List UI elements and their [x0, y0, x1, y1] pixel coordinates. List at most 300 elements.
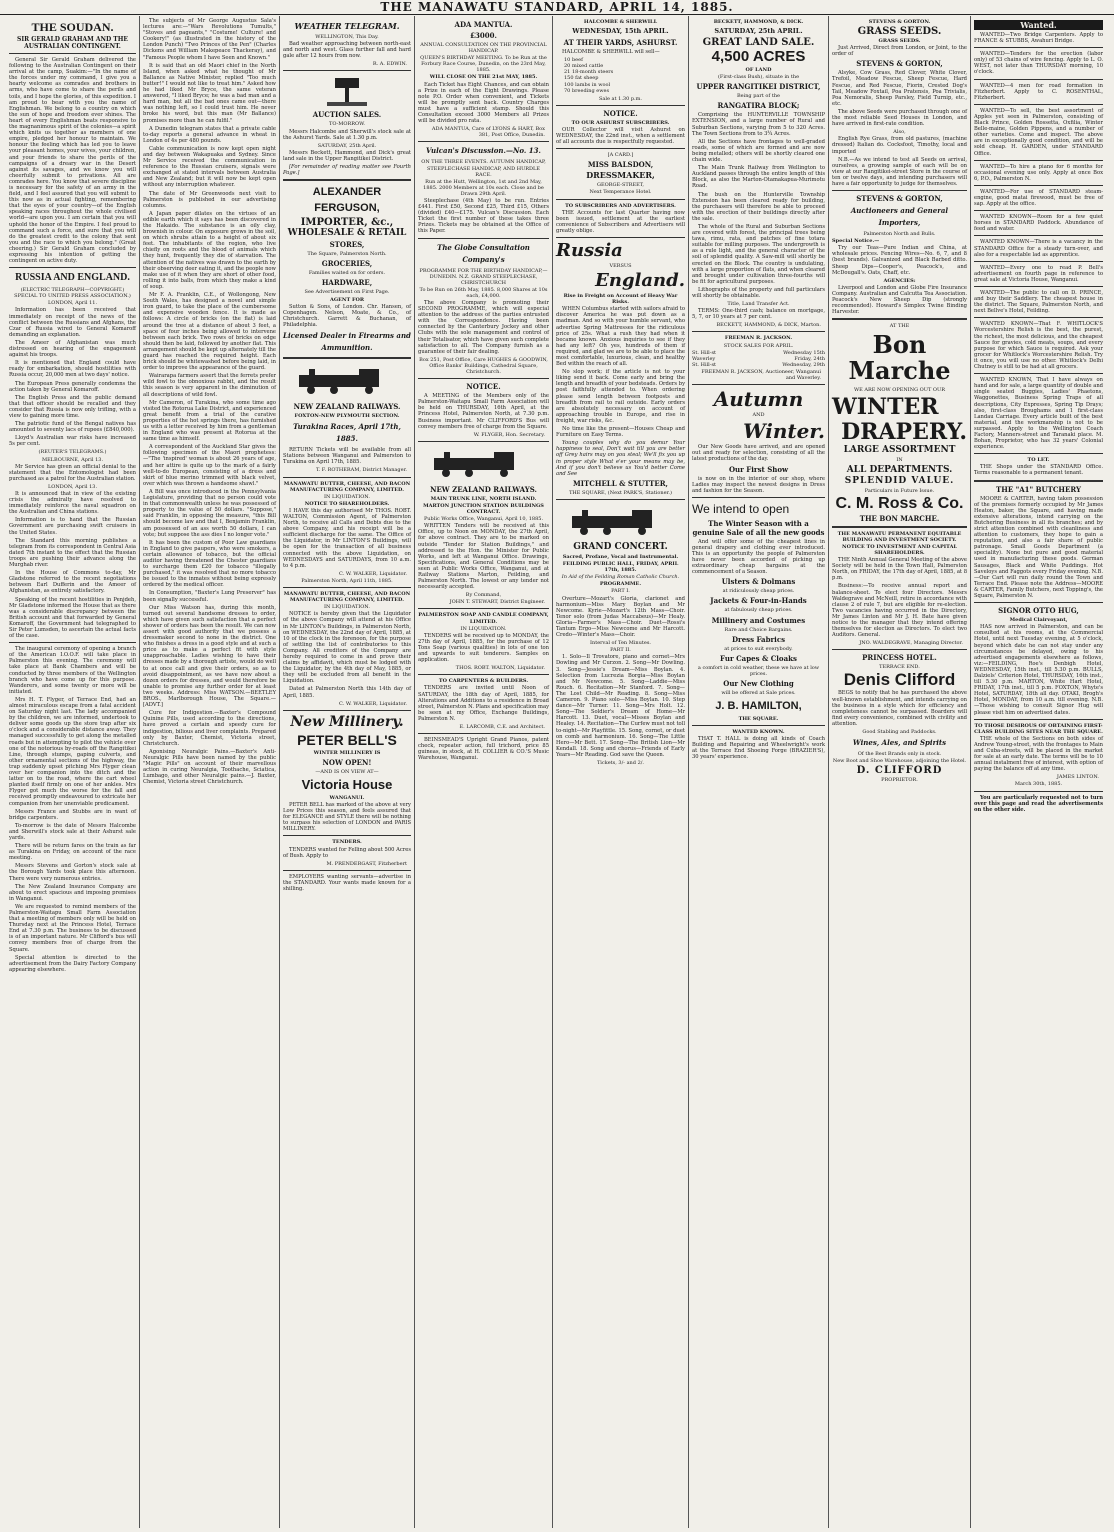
signature: T. F. ROTHERAM, District Manager.: [316, 467, 407, 474]
balsdon-street: GEORGE-STREET,: [597, 182, 644, 189]
sg-heading: STEVENS & GORTON.: [868, 19, 931, 25]
signature: JNO. WALDEGRAVE, Managing Director.: [859, 640, 963, 647]
grass-seeds: GRASS SEEDS.: [857, 26, 942, 38]
versus-label: VERSUS: [609, 262, 632, 269]
rise-heading: Rise in Freight on Account of Heavy War Risks.: [563, 293, 678, 306]
article-paragraph: It is mentioned that England could have ready for embarkation, should hostilities with Russia occur, 20,000 men at two days' notice.: [9, 360, 136, 379]
column-8: [971, 16, 1106, 1528]
train-icon: [289, 365, 409, 395]
article-paragraph: Mr Service has given an official denial to the statement that the Entomologist had been purchased as a patrol for the Australian station.: [9, 463, 136, 482]
concert-aid: In Aid of the Feilding Roman Catholic Church.: [561, 574, 680, 581]
article-paragraph: The Standard this morning publishes a telegram from its correspondent in Central Asia dated 7th instant to the effect that the Russian troops are pushing their advance along the Murghab river.: [9, 537, 136, 569]
signature: C. W. WALKER, Liquidator.: [339, 700, 407, 707]
local-news-paragraph: There will be return fares on the train as far as Turakina on Friday, on account of the race meeting.: [9, 843, 136, 862]
sg2-sub: Auctioneers and General Importers,: [850, 206, 949, 228]
auction-text: Messrs Beckett, Hammond, and Dick's great land sale in the Upper Rangitikei District.: [283, 149, 411, 162]
bhd-acres: 4,500 ACRES: [711, 48, 806, 66]
bhd-of: OF LAND: [745, 67, 772, 74]
bhd-text: All the Sections have frontages to well-graded roads, some of which are formed and are now being metalled; others will be shortly cleared one chain wide.: [692, 138, 825, 164]
column-1: [6, 16, 140, 1528]
wanganui: WANGANUI.: [329, 794, 365, 801]
society-business: Business:—To receive annual report and balance-sheet. To elect four Directors. Messrs Waldegrave and McNeill, retire in accordance with clause 2 of rule 7, but are eligible for re-election. Two vacancies having occurred in the Directory, Mr James Linton and Mr J. H. Bate have given notice to the manager that they intend offering themselves for election as Directors. To elect two Auditors. General.: [832, 583, 967, 639]
remainder-note: [For remainder of reading matter see Fourth Page.]: [283, 164, 411, 177]
autumn-heading: Autumn: [713, 387, 804, 412]
vulcan-text: Run at the Hutt, Wellington, 1st and 2nd May, 1885. 2000 Members at 10s each. Close and be Drawn 29th April.: [423, 178, 544, 197]
bhd-class: (First-class Bush), situate in the: [717, 74, 800, 81]
intend-heading: We intend to open: [692, 501, 790, 516]
ada-mantua-heading: ADA MANTUA.: [454, 20, 513, 29]
signature: C. W. WALKER, Liquidator.: [339, 570, 407, 577]
mb2-liq: IN LIQUIDATION.: [324, 604, 370, 611]
ashurst-sub: TO OUR ASHURST SUBSCRIBERS.: [571, 119, 670, 126]
sg-text2: The above Seeds were purchased through one of the most reliable Seed Houses in London, and have arrived in first-rate condition.: [832, 108, 967, 128]
bhd-date: SATURDAY, 25th APRIL.: [714, 27, 803, 36]
local-news-paragraph: We are requested to remind members of the Palmerston-Waitapu Small Farm Association that a meeting of members only will be held on Thursday next at the Princess Hotel, Terrace End at 7.30 p.m. The business to be discussed is of an important nature. Mr Clifford's bus will convey members free of charge from the Square.: [9, 903, 136, 953]
poem: Young couples why do you demur Your happiness to seal, Don't wait till you are better off Grey hairs may on you steal; We'll fix you up in proper style What e'er your means may be, And if you don't believe us You'd better Come and See: [556, 440, 685, 477]
wanted-ad: WANTED KNOWN—There is a vacancy in the STANDARD Office for a steady turn-over, and also for a respectable lad as apprentice.: [974, 239, 1103, 258]
dateline: LONDON, April 11.: [47, 300, 98, 307]
hs-yards: AT THEIR YARDS, ASHURST.: [563, 38, 678, 48]
balsdon-address: Next Temperance Hotel.: [589, 189, 652, 196]
globe-body: The above Company is promoting their SECOND PROGRAMME, which will especial attention to the address of the parties entrusted with the Correspondence. Having been connected by the Canterbury Jockey and other Clubs with the sole management and control of their Totalisator, which have given such complete satisfaction to all. The Company furnish as a guarantee of their fair dealing.: [418, 300, 549, 355]
bhd-text: The Main Trunk Railway from Wellington to Auckland passes through the entire length of this Block, as also the Marton-Otamakapua-Murimotu Road.: [692, 165, 825, 190]
list-item: 20 mixed cattle: [564, 63, 604, 70]
railway-heading: NEW ZEALAND RAILWAYS.: [293, 402, 401, 412]
sg2-text: Try our Teas—Pure Indian and China, at wholesale prices. Fencing Wires—No. 6, 7, and 8 (best brands). Galvanized and Black Barbed ditto. Sheep Dips—Cooper's, Peacock's, and McDougall's. Oats, Chaff, etc.: [832, 245, 967, 276]
concert-part1: PART I.: [611, 588, 630, 595]
wanted-known-text: THAT T. HALL is doing all kinds of Coach Building and Repairing and Wheelwright's work at the Terrace End Shoeing Forge (BRAZIER'S), 30 years' experience.: [692, 736, 825, 761]
local-news-paragraph: Special attention is directed to the advertisement from the Dairy Factory Company appearing elsewhere.: [9, 954, 136, 973]
bhd-text: Comprising the HUNTERVILLE TOWNSHIP EXTENSION, and a large number of Rural and Suburban Sections, varying from 5 to 320 Acres. The Town Sections from to 3¾ Acres.: [692, 112, 825, 137]
ferguson-address: The Square, Palmerston North.: [307, 251, 387, 258]
article-paragraph: The Ameer of Afghanistan was much distressed on hearing of the engagement against his troops.: [9, 339, 136, 359]
ferguson-stores: STORES,: [329, 240, 365, 250]
signature: JOHN T. STEWART, District Engineer.: [449, 599, 545, 606]
wanted-ad: WANTED—The public to call on D. PRINCE, and buy their Saddlery. The cheapest house in the district. The Square, Palmerston North, and next Bellve's Hotel, Feilding.: [974, 290, 1103, 315]
article-paragraph: It has been the custom of Poor Law guardians in England to give paupers, who were smokers, a certain allowance of tobacco, but the official auditor having threatened the Chester guardians to surcharge them £20 for tobacco "illegally purchased," it was resolved that no more tobacco be issued to the inmates without being expressly ordered by the medical officer.: [143, 539, 276, 589]
list-item: 150 fat sheep: [564, 75, 599, 82]
weather-heading: WEATHER TELEGRAM.: [294, 21, 400, 31]
sites-text: THE whole of the Sections on both sides of Andrew Young-street, with the frontages to Main and Cuba-streets, will be placed in the market for sale at an early date. The terms will be to 10 annual instalment free of interest, with option of paying the balance off at any time.: [974, 735, 1103, 773]
local-news-paragraph: The inaugural ceremony of opening a branch of the American I.O.O.F. will take place in Palmerston this evening. The ceremony will take place at Bank Chambers and will be conducted by three members of the Wellington branch who have come up for this purpose. Wanderers, and some twenty or more will be initiated.: [9, 646, 136, 695]
list-item: 21 18-month steers: [564, 69, 614, 76]
wines: Wines, Ales, and Spirits: [852, 738, 947, 748]
article-paragraph: The subjects of Mr George Augustus Sala's lectures are:—"Wars Revolutions Tumults," "Stoves and pageants," "Costume! Culture! and Cookery!" (as illustrated in the history of the London Punch) "Two Princes of the Pen" (Charles Dickens and William Makepeace Thackeray), and "Famous People whom I have Seen and Known.": [143, 18, 276, 61]
railway-sub: MAIN TRUNK LINE, NORTH ISLAND.: [430, 495, 537, 502]
article-paragraph: A correspondent of the Auckland Star gives the following specimen of the Maori prophetess:—"The 'inspired' woman is about 26 years of age, and her attire is quite up to the mark of a fairly well-to-do European, consisting of a dress and skirt of blue merino trimmed with black velvet, over which was thrown a handsome shawl.": [143, 444, 276, 487]
otto-hug-name: SIGNOR OTTO HUG,: [998, 606, 1079, 616]
peter-bell-text: PETER BELL has marked of the above at very Low Prices this season, and feels assured that for ELEGANCE and STYLE there will be nothing to surpass his selection of LONDON and PARIS MILLINERY.: [283, 802, 411, 833]
concert-interval: Interval of Ten Minutes.: [590, 640, 651, 647]
tenders-heading: TENDERS.: [332, 839, 362, 846]
ulsters-text: at ridiculously cheap prices.: [722, 588, 795, 595]
dateline: SATURDAY, 25th April.: [317, 142, 377, 149]
list-item: 10 beef: [564, 57, 583, 64]
date: March 30th, 1885.: [1014, 781, 1063, 788]
piano-text: BEINSMEAD'S Upright Grand Pianos, patent check, repeater action, full trichord, price 85 guineas, in stock, at H. COLLIER & CO.'S Music Warehouse, Wanganui.: [418, 737, 549, 762]
concert-sub: Sacred, Profane, Vocal and Instrumental.: [562, 553, 679, 560]
grass-seeds-sub: GRASS SEEDS.: [878, 38, 921, 45]
signature: ADA MANTUA, Care of LYONS & HART, Box 381, Post Office, Dunedin.: [431, 126, 545, 139]
subscribers-heading: TO SUBSCRIBERS AND ADVERTISERS.: [565, 202, 676, 209]
signature: FREEMAN R. JACKSON, Auctioneer, Wanganui and Waverley.: [701, 368, 821, 382]
ashurst-text: OUR Collector will visit Ashurst on WEDNESDAY, the 22nd inst., when a settlement of all accounts due is respectfully requested.: [556, 126, 685, 146]
article-paragraph: Information is to hand that the Russian Government are purchasing swift cruisers in the United States.: [9, 517, 136, 536]
sg-text: Just Arrived, Direct from London, or Joint, to the order of: [832, 45, 967, 58]
train-icon: [562, 506, 682, 536]
employers-text: EMPLOYERS wanting servants—advertise in the STANDARD. Your wants made known for a shilling.: [283, 873, 411, 893]
large-assortment: LARGE ASSORTMENT: [843, 445, 956, 456]
railway-races: Turakina Races, April 17th, 1885.: [293, 422, 401, 444]
subscribers-text: THE Accounts for last Quarter having now been issued, settlement at the earliest convenience of Subscribers and Advertisers will greatly oblige.: [556, 209, 685, 234]
autumn-text: is now on in the interior of our shop, where Ladies may inspect the newest designs in Dress and fashion for the Season.: [692, 475, 825, 494]
globe-sig: Box 251, Post Office, Care HUGHES & GOODWIN, Office Banks' Buildings, Cathedral Square, Christchurch.: [419, 356, 548, 376]
jackets: Jackets & Four-in-Hands: [710, 596, 807, 606]
vulcan-body: Steeplechase (4th May) to be run. Entries £441. First £50, Second £25, Third £15, Others (divided) £40—£175. Vulcan's Discussion. Each Ticket the first number of these takes three Prizes. Tickets may be obtained at the Office of this Paper.: [418, 197, 549, 235]
date: Palmerston North, April 11th, 1885.: [301, 577, 393, 584]
masthead: THE MANAWATU STANDARD, APRIL 14, 1885.: [0, 0, 1114, 15]
all-departments: ALL DEPARTMENTS.: [846, 464, 953, 475]
society-heading: THE MANAWATU PERMANENT EQUITABLE BUILDING AND INVESTMENT SOCIETY.: [837, 530, 962, 543]
article-paragraph: Lloyd's Australian war risks have increased 5s per cent.: [9, 435, 136, 448]
ashurst-heading: NOTICE.: [603, 108, 638, 118]
millinery: Millinery and Costumes: [711, 615, 806, 625]
winter-heading: WINTER: [832, 394, 939, 421]
sg2-name: STEVENS & GORTON,: [856, 194, 943, 204]
winter-heading: Winter.: [743, 419, 825, 444]
railway-heading: NEW ZEALAND RAILWAYS.: [430, 484, 537, 494]
autumn-text: Our New Goods have arrived, and are opened out and ready for selection, consisting of all the latest productions of the day.: [692, 444, 825, 463]
cmross-name: C. M. Ross & Co.: [835, 494, 964, 512]
column-4: [415, 16, 553, 1528]
article-paragraph: Cure for Indigestion.—Baxter's Compound Quinine Pills, used according to the directions, have proved a certain and speedy cure for indigestion, bilious and liver complaints. Prepared only by Baxter, Chemist, Victoria street, Christchurch.: [143, 710, 276, 747]
article-paragraph: A Japan paper dilates on the virtues of an edible earth which it says has been discovered in the Hakaido. The substance is an oily clay, brownish in colour. On exposure grows in the soil, on which shrubs attain to a height of about six feet. The inhabitants of the region, who live chiefly on roots and the blood of animals which they hunt, frequently they die of starvation. The attention of the natives was drawn to the earth by their observing deer eating it, and the people now make use of it when they are short of other food, rolling it into balls, from which they make a kind of soup.: [143, 210, 276, 290]
notice-text: A MEETING of the Members only of the Palmerston-Waitapu Small Farm Association will be held on THURSDAY, 16th April, at the Princess Hotel, Palmerston North, at 7.30 p.m. Business important. Mr CLIFFORD'S Bus will convey members free of charge from the Square.: [418, 393, 549, 430]
hs-sale: Sale at 1.30 p.m.: [599, 95, 642, 102]
boot-shoe: New Boot and Shoe Warehouse, adjoining the Hotel.: [832, 758, 967, 765]
column-5: [553, 16, 689, 1528]
terrace-end: TERRACE END.: [879, 664, 920, 671]
otto-hug-sub: Medical Clairvoyant,: [1009, 617, 1068, 624]
russia-heading: Russia: [556, 239, 623, 261]
bhd-district: UPPER RANGITIKEI DISTRICT,: [696, 82, 821, 92]
heading-russia-england: RUSSIA AND ENGLAND.: [15, 272, 130, 284]
stabling: Good Stabling and Paddocks.: [862, 729, 937, 735]
soap-liq: IN LIQUIDATION.: [460, 625, 507, 632]
particulars: Particulars in Future Issue.: [864, 487, 935, 494]
dateline: TO-MORROW.: [328, 121, 365, 128]
to-let-heading: TO LET.: [1027, 457, 1050, 464]
article-paragraph: Agonising Neuralgic Pains.—Baxter's Anti-Neuralgic Pills have been named by the public "Magic Pills" on account of their marvellous action in curing Neuralgia, Toothache, Sciatica, Lumbago, and other Neuralgic pains.—J. Baxter, Chemist, Victoria street Christchurch.: [143, 748, 276, 786]
article-paragraph: Mr Cameron, of Turakina, who some time ago visited the Rotorua Lake District, and experienced great benefit from a trial of the curative properties of the hot springs there, has furnished us with a letter received by him from a gentleman in England who was present at Rotorua at the same time as himself.: [143, 399, 277, 443]
butchery-heading: THE "A1" BUTCHERY: [996, 484, 1081, 494]
reuter-credit: (REUTER'S TELEGRAMS.): [38, 449, 107, 456]
globe-sub: PROGRAMME FOR THE BIRTHDAY HANDICAP,—DUNEDIN. N.Z. GRAND STEEPLECHASE, CHRISTCHURCH: [419, 267, 548, 286]
soap-heading: PALMERSTON SOAP AND CANDLE COMPANY, LIMITED.: [418, 612, 549, 625]
rise-text: No slop work; if the article is not to your liking send it back. Come early and bring the length and breadth of your bedsteads. Orders by post faithfully attended to. When ordering please send length between footposts and breadth from rail to rail outside. Early orders are absolutely necessary on account of approaching trouble in Europe, and rise in freight, war risks, &c.: [556, 369, 685, 424]
column-7: [829, 16, 971, 1528]
signature: BECKETT, HAMMOND, & DICK, Marton.: [716, 322, 821, 329]
sg-list: Alsyke, Cow Grass, Red Clover, White Clover, Trefoil, Meadow Fescue, Sheep Fescue, Hard Fescue, and Red Fescue, Fiorin, Crested Dog's Tail, Meadow Foxtail, Poa Pratensis, Poa Trivialis, Poa Nemoralis, Sheep Parsley, Field Turnip, etc., etc.: [832, 70, 967, 107]
sg2-address: Palmerston North and Bulls.: [863, 231, 936, 238]
table-row: St. Hill-st Wednesday 15th: [692, 349, 825, 356]
mb2-heading: MANAWATU BUTTER, CHEESE, AND BACON MANUFACTURING COMPANY, LIMITED.: [283, 591, 411, 604]
article-paragraph: A Bill was once introduced in the Pennsylvania Legislature, providing that no person could vote in that commonwealth unless he was possessed of property to the value of 50 dollars. "Suppose," said Franklin, in opposing the measure, "this Bill should become law and that I, Benjamin Franklin, am possessed of an ass worth 50 dollars, I can vote; but suppose the ass dies I no longer vote.": [143, 488, 276, 538]
article-paragraph: Speaking of the recent hostilities in Penjdeh, Mr Gladstone informed the House that as there was a considerable discrepancy between the British account and that forwarded by General Komaroff, the Government had telegraphed to Sir Peter Lumsden, to ascertain the actual facts of the case.: [9, 596, 136, 640]
fur-capes: Fur Capes & Cloaks: [720, 653, 797, 663]
wanted-ad: WANTED KNOWN—Room for a few quiet horses in STANDARD Paddock. Abundance of feed and water.: [974, 214, 1103, 233]
weather-text: Bad weather approaching between north-east and north and west. Glass further fall and hard gale after 12 hours from now.: [283, 41, 411, 60]
agencies-heading: AGENCIES:: [883, 277, 916, 284]
newspaper-columns: [6, 16, 1110, 1528]
concert-part2: PART II.: [610, 647, 631, 654]
sg-also: Also,: [893, 129, 906, 136]
article-paragraph: The European Press generally condemns the action taken by General Komaroff.: [9, 380, 136, 393]
intend-show: The Winter Season with a genuine Sale of all the new goods: [692, 518, 825, 537]
concert-heading: GRAND CONCERT.: [573, 541, 668, 552]
at-the: AT THE: [889, 323, 910, 330]
dress-text: at prices to suit everybody.: [724, 645, 793, 652]
hs-text: HALCOMBE & SHERWILL will sell—: [562, 49, 660, 56]
article-paragraph: In the House of Commons to-day, Mr Gladstone referred to the recent negotiations between Earl Dufferin and the Ameer of Afghanistan, as entirely satisfactory.: [9, 570, 136, 595]
ferguson-see: See Advertisement on First Page.: [304, 289, 390, 296]
dateline: Public Works Office, Wanganui, April 10, 1885.: [423, 516, 544, 523]
best-brands: Of the Best Brands only in stock.: [857, 751, 942, 758]
concert-tickets: Tickets, 3/- and 2/.: [596, 759, 645, 766]
sg-nb: N.B.—As we intend to test all Seeds on arrival, ourselves, a growing sample of each will be on view at our Rangitikei-street Store in the course of ten or twelve days, and intending purchasers will have a fair opportunity to judge for themselves.: [832, 156, 967, 187]
signature: E. LARCOMB, C.E. and Architect.: [459, 723, 545, 730]
hs-heading: HALCOMBE & SHERWILL: [583, 19, 658, 25]
article-paragraph: The date of Mr Greenwoods next visit to Palmerston is published in our advertising columns.: [143, 190, 276, 209]
in-label: IN: [896, 457, 903, 464]
wanted-ad: WANTED—To sell, the best assortment of Apples yet seen in Palmerston, consisting of Black Prince, Golden Rossetta, Oxfilia, Winter Belle-maine, Golden Pippens, and a number of other varieties. Come and inspect. The above are in exceptionally good condition, and will be sold cheap. H. GARDEN, under STANDARD Office.: [974, 107, 1103, 157]
bhd-text: The whole of the Rural and Suburban Sections are covered with forest, the principal trees being tawa, rimu, rata, and patches of fine totara suitable for milling purposes. The undergrowth is as a rule light, and the general character of the soil of splendid quality. A Saw-mill will shortly be erected on the Block. The country is undulating, with a large proportion of flats, and when cleared and brought under cultivation three-fourths will be fit for agricultural purposes.: [692, 223, 825, 285]
bhd-being: Being part of the: [736, 93, 781, 100]
society-text: THE Ninth Annual General Meeting of the above Society will be held in the Town Hall, Palmerston North, on FRIDAY, the 17th day of April, 1885, at 8 p.m.: [832, 557, 967, 582]
article-paragraph: In Consumption, "Baxter's Lung Preserver" has been signally successful.: [143, 590, 276, 603]
millinery-text: Rare and Choice Bargains.: [724, 626, 793, 633]
bhd-text: The bush on the Hunterville Township Extension has been cleared ready for building, the purchasers will therefore be able to proceed with the erection of their buildings directly after the sale.: [692, 191, 825, 222]
article-paragraph: A Dunedin telegram states that a private cable to-day reports a general advance in wheat in London of 4s per 480 pounds.: [143, 125, 276, 144]
hamilton-name: J. B. HAMILTON,: [715, 700, 802, 712]
fj-sub: STOCK SALES FOR APRIL.: [723, 342, 794, 349]
auction-text: Messrs Halcombe and Sherwill's stock sale at the Ashurst Yards. Sale at 1.30 p.m.: [283, 128, 411, 141]
otto-hug-text: HAS now arrived in Palmerston, and can be consulted at his rooms, at the Commercial Hotel, until next Tuesday evening, at 5 o'clock, beyond which date he can not stay under any circumstances be delayed, owing to his advertised engagements elsewhere as follows, viz:—FEILDING, Roe's Denbigh Hotel, WEDNESDAY, 15th inst., till 5.30 p.m. BULLS, Dalziels' Criterion Hotel, THURSDAY, 16th inst., till 5.30 p.m. MARTON, White Hart Hotel, FRIDAY, 17th inst., till 5 p.m. FOXTON, Whyte's Hotel, SATURDAY, 18th all day. OTAKI, Brogh's Hotel, MONDAY, from 10 a.m. till evening. N.B.—Those wishing to consult Signor Hug will please visit him on advertised dates.: [974, 624, 1103, 716]
table-row: Waverley Friday, 24th: [692, 355, 825, 362]
opening-out: WE ARE NOW OPENING OUT OUR: [854, 387, 945, 394]
bon-marche-name: THE BON MARCHE.: [859, 513, 940, 523]
local-news-paragraph: Messrs Stevens and Gorton's stock sale at the Borough Yards took place this afternoon. There were very numerous entries.: [9, 863, 136, 882]
column-2: [140, 16, 280, 1528]
list-item: 100 lambs in wool: [564, 81, 611, 88]
peter-bell-view: —AND IS ON VIEW AT—: [315, 768, 379, 775]
hotel-text: BEGS to notify that he has purchased the above well-known establishment, and intends carrying on the business in a style which for efficiency and completeness cannot be surpassed. Boarders will find every convenience, combined with civility and attention.: [832, 690, 967, 727]
to-let-text: THE Shops under the STANDARD Office. Terms reasonable to a permanent tenant.: [974, 464, 1103, 477]
globe-text: To be Run on 26th May, 1885. 8,000 Shares at 10s each, £4,000.: [419, 286, 548, 299]
wanted-ad: WANTED—Every one to read P. Bell's advertisement on fourth page in reference to great sale at Victoria House, Wanganui.: [974, 264, 1103, 283]
heading-soudan: THE SOUDAN.: [31, 20, 114, 34]
fur-text: a comfort in cold weather, these we have at low prices.: [697, 664, 820, 677]
hs-date: WEDNESDAY, 15th APRIL.: [572, 27, 669, 36]
bhd-text: Lithographs of the property and full particulars will shortly be obtainable.: [692, 286, 825, 299]
society-notice: NOTICE TO INVESTMENT AND CAPITAL SHAREHOLDERS.: [842, 543, 957, 556]
carpenters-text: TENDERS are invited until Noon of SATURDAY, the 18th day of April, 1885, for Alterations and Additions to a residence in Broad street, Palmerston N. Plans and specification may be seen at my Office, Exchange Buildings, Palmerston N.: [418, 685, 549, 722]
balsdon-name: MISS BALSDON,: [587, 160, 654, 170]
concert-part2-items: 1. Solo—Il Trovatore, piano and cornet—Mrs Dowling and Mr Curzon. 2. Song—Mr Dowling. 3. Song—Jessie's Dream—Miss Boylan. 4. Selection from Lucrezia Borgia—Miss Boylan and Mr Newcome. 5. Song—Laddie—Miss Rouch. 6. Recitation—Mr Stanford. 7. Song—The Lost Child—Mr Reading. 8. Song—Miss Cameron. 9. Piano solo—Miss Boylan. 10. Step dance—Mr Turner. 11. Song—Mrs Holt. 12. Song—The Soldier's Dream of Home—Mr Harcott. 13. Duet, vocal—Misses Boylan and Healey. 14. Recitation—The Curfew must not toll to-night—Mr Playfittle. 15. Song, cornet, or duet on comb and harmonium. 16. Song—The Little Hero—Mr Bett. 17. Song—The British Lion—Mr Kendall. 18. Song and chorus—Friends of Early Years—Mr Reading. God save the Queen.: [556, 654, 685, 758]
local-news-paragraph: Mrs H. T. Flyger, of Terrace End, had an almost miraculous escape from a fatal accident on Saturday night last. The lady accompanied by the children, we are informed, undertook to deliver some goods up the store trap after six o'clock and a considerable distance away. They managed successfully to get along the metalled roads but in attempting to pilot the vehicle over one of the notorious by-roads off the Rangitikei Line, through stumps, gaping culverts, and other ornamental sections of the highway, the trap suddenly upset pitching Mrs Flyger clean over her companion into the ditch and the latter on to the road, where the cart wheel planted itself firmly on one of her ankles. Mrs Flyger got much the worse for the fall and received promptly endeavoured to extricate her companion from her unenviable predicament.: [9, 696, 136, 807]
ferguson-hardware: HARDWARE,: [321, 278, 373, 288]
new-clothing: Our New Clothing: [723, 678, 794, 688]
wanted-ad: WANTED—Two Bridge Carpenters. Apply to FRANCE & STUBBS, Awahuri Bridge.: [974, 32, 1103, 45]
first-show: Our First Show: [728, 464, 789, 474]
subheading-soudan: SIR GERALD GRAHAM AND THE AUSTRALIAN CONTINGENT.: [16, 36, 129, 50]
rise-text: WHEN Columbus started with sailors afraid to discover America he was put down as a madman. And so with your humble servant, who advertise Spring Mattresses for the ridiculous price of 25s. What a rush they had when it became known. Anxious inquiries to see if they had any left? Oh yes, hundreds of them if required, and glad we are to be able to place the most comfortable, luxurious, clean, and healthy Bed within the reach of all.: [556, 306, 685, 368]
sg-name: STEVENS & GORTON,: [856, 59, 943, 69]
article-paragraph: Wairarapa farmers assert that the ferrets prefer wild fowl to the obnoxious rabbit, and the result this season is very apparent in the diminution of all descriptions of wild fowl.: [143, 373, 276, 398]
peter-bell-open: NOW OPEN!: [322, 757, 372, 767]
notice-heading: NOTICE.: [466, 382, 501, 392]
railway-text: RETURN Tickets will be available from all Stations between Wanganui and Palmerston to Turakina on April 17th, 1885.: [283, 447, 411, 466]
auction-heading: AUCTION SALES.: [312, 110, 382, 120]
railway-sub2: MARTON JUNCTION STATION BUILDINGS CONTRACT.: [423, 502, 544, 516]
railway-text: WRITTEN Tenders will be received at this Office, up to Noon on MONDAY, the 27th April, for above contract. They are to be marked on outside "Tender for Station Buildings," and addressed to the Hon. the Minister for Public Works, and left at Wanganui Office. Drawings, Specifications, and General Conditions may be seen at Public Works Office, Wanganui, and at Railway Stations Marton, Feilding, and Palmerston North. The lowest or any tender not necessarily accepted.: [418, 523, 549, 591]
agencies-text: Liverpool and London and Globe Fire Insurance Company. Australian and Calcutta Tea Association. Peacock's New Sheep Dip (strongly recommended). Howard's Simplex Twine Binding Harvester.: [832, 284, 967, 316]
wanted-ad: WANTED KNOWN, That I have always on hand and for sale, a large quantity of double and single seated Buggies, Ladies' Phaetons, Waggonettes, Business Spring Traps of all descriptions, City Expresses, Spring Tip Drays; also, first-class Broughams and 1 first-class Landau Carriage. Every article built of the best material, and the workmanship is not to be surpassed. Apply to the Wellington Coach Factory, Manners-street and Taranaki place. M. Bohan, Proprietor, who has 32 years' Colonial experience.: [974, 377, 1103, 451]
article-paragraph: The patriotic fund of the Bengal natives has amounted to seventy lacs of rupees (£840,000).: [9, 421, 136, 434]
signature: W. FLYGER, Hon. Secretary.: [473, 431, 545, 438]
sites-heading: TO THOSE DESIROUS OF OBTAINING FIRST-CLASS BUILDING SITES NEAR THE SQUARE.: [974, 722, 1103, 735]
bhd-heading: BECKETT, HAMMOND, & DICK.: [713, 19, 804, 25]
wanted-known-heading: WANTED KNOWN.: [732, 729, 785, 736]
tenders-text: TENDERS wanted for Felling about 500 Acres of Bush. Apply to: [283, 846, 411, 859]
ferguson-name: ALEXANDER FERGUSON,: [312, 186, 382, 215]
article-paragraph: General Sir Gerald Graham delivered the following to the Australian Contingent on their arrival at the camp, Suakim:—"In the name of the forces under my command, I give you a hearty welcome as comrades and brothers in arms, who have come to share the perils and toils, and I hope the glories, of this expedition. I am proud to bear with you the name of Englishman. We belong to a country on which the sun of hope and freedom ever shines. The heart of every Englishman beats responsive to the magnanimous spirit of the colonies—a spirit which knits us together as members of one empire, pledged her honour to maintain. We honour the feeling which has led you to leave your pleasant homes, your wives, your children, and your friends to share the perils of the campaigns of a dreary war in the Desert against its savages, and we know you will cheerfully submit to privations. All are comrades here. You know that severe discipline is necessary for the safety of an army in the field, and I feel assured that you will submit to this now as in actual fighting, remembering that the eyes of your country—of the English speaking races throughout the whole civilised world—are upon you. I am certain that you will uphold the honor of the Empire. I feel proud to command such a force, and sure that you will do the greatest credit to the colony that sent you and the race to which you belong." (Great cheering.) Sir Gerald Graham concluded by expressing his intention of getting the contingent on active duty.: [9, 57, 136, 265]
bhd-block: RANGATIRA BLOCK;: [717, 101, 800, 111]
d-clifford: D. CLIFFORD: [856, 765, 943, 777]
article-paragraph: It is announced that in view of the existing crisis the admiralty have resolved to immediately reinforce the naval squadron on the Australian and China stations.: [9, 491, 136, 516]
mitchell-stutter: MITCHELL & STUTTER,: [573, 478, 668, 488]
balsdon-job: DRESSMAKER,: [586, 170, 655, 181]
wanted-heading: Wanted.: [974, 20, 1103, 30]
ada-mantua-amount: £3000.: [470, 31, 497, 40]
concert-part1-items: Overture—Mozart's Gloria, clarionet and harmonium—Miss Mary Boylan and Mr Newcome. Kyrie—Mozart's 12th Mass—Choir. Tenor solo (from Judas Maccabeus)—Mr Healy. Gloria—Farmer's Mass—Choir. Duet—Rossi's Tantum Ergo—Miss Newcome and Mr Harcott. Credo—Winter's Mass—Choir.: [556, 595, 685, 639]
article-paragraph: It is said that an old Maori chief in the North Island, when asked what he thought of Mr Ballance as Native Minister, replied "Too much butter!" I would not like to treat him." Asked how he had liked Mr Bryce, the same veteran answered, "I liked Bryce; he was a bad man and a hard man, but all the bad ones came out—there was nothing left, so I could trust him. He never broke his word, but this man (Mr Ballance) promises more than he can fulfil.": [143, 62, 276, 124]
ulsters: Ulsters & Dolmans: [721, 577, 796, 587]
final-notice: You are particularly requested not to turn over this page and read the advertisements on the other side.: [974, 794, 1103, 813]
auction-hammer-icon: [317, 74, 377, 108]
and-label: AND: [752, 412, 765, 419]
concert-hall: FEILDING PUBLIC HALL, FRIDAY, APRIL 17th, 1885.: [562, 561, 679, 574]
mitchell-address: THE SQUARE, (Next PARK'S, Stationer.): [569, 489, 672, 496]
telegraph-credit: (ELECTRIC TELEGRAPH—COPYRIGHT.) SPECIAL TO UNITED PRESS ASSOCIATION.): [14, 287, 131, 300]
jackets-text: at fabulously cheap prices.: [724, 607, 793, 614]
article-paragraph: Mr F. A. Franklin, C.E., of Wollongong, New South Wales, has designed a novel and simple iron guard, to take the place of the cumbersome and expensive wooden fence. It is made as follows: A circle of bricks (on the flat) is laid around the tree at a distance of about 3 feet, a space of four inches being allowed to intervene between each brick. Two rows of bricks on edge should then be laid, followed by another flat. This arrangement should be kept up alternately till the guard has reached the required height. Each brick should be whitewashed before being laid, in order to improve the appearance of the guard.: [143, 292, 276, 372]
column-3: [280, 16, 415, 1528]
wanted-ad: WANTED KNOWN—That F. WHITLOCK'S Worcestershire Relish is the best, the purest, the richest, the most delicious, and the cheapest Sauce for gravies, cold meats, soups, and every purpose for which Sauce is required. Ask your grocer for Whitlock's Worcestershire Relish. Try it once, you will use no other. Whitlock's Delhi Chutney is still to be had at all grocers.: [974, 321, 1103, 371]
train-icon: [424, 448, 544, 478]
card-label: [A CARD.]: [607, 152, 634, 159]
proprietor: PROPRIETOR.: [881, 777, 918, 784]
dateline: MELBOURNE, April 13.: [41, 456, 104, 463]
column-6: [689, 16, 829, 1528]
drapery-heading: DRAPERY.: [841, 419, 967, 446]
mb-text: I HAVE this day authorised Mr THOS. ROBT. WALTON, Commission Agent, of Palmerston North, to receive all Calls and Debts due to the above Company, and his receipt will be a sufficient discharge for the same. The Office of the Liquidator, in Mr LINTON'S Buildings, will be open for the transaction of all business connected with the above Liquidation, on WEDNESDAYS and SATURDAYS, from 10 a.m. to 4 p.m.: [283, 507, 411, 569]
bhd-terms: TERMS: One-third cash; balance on mortgage, 5, 7, or 10 years at 7 per cent.: [692, 308, 825, 321]
bhd-great: GREAT LAND SALE.: [702, 37, 815, 49]
wanted-ad: WANTED—To hire a piano for 6 months for occasional evening use only. Apply at once Box 6, P.O., Palmerston N.: [974, 163, 1103, 182]
local-news-paragraph: The New Zealand Insurance Company are about to erect spacious and imposing premises in Wanganui.: [9, 883, 136, 902]
splendid-value: SPLENDID VALUE.: [844, 475, 955, 486]
signature: JAMES LINTON.: [1056, 774, 1099, 781]
bon-marche-logo: Bon Marche: [848, 330, 951, 386]
millinery-heading: New Millinery.: [290, 713, 404, 730]
mb2-text: NOTICE is hereby given that the Liquidator of the above Company will attend at his Office in Mr LINTON's Buildings, in Palmerston North, on WEDNESDAY, the 22nd day of April, 1885, at 10 of the clock in the forenoon, for the purpose of settling the list of contributories to this Company. All creditors of the Company are hereby required to come in and prove their claims by affidavit, which must be lodged with the Liquidator, by the 4th day of May, 1885, or they will be excluded from all benefit in the Liquidation.: [283, 611, 411, 685]
rise-text: No time like the present—Houses Cheap and Furniture on Easy Terms.: [556, 426, 685, 439]
vulcan-heading: Vulcan's Discussion.—No. 13.: [426, 146, 541, 156]
dateline: LONDON, April 13.: [47, 483, 98, 490]
article-paragraph: The English Press and the public demand that that officer should be recalled and they consider that Russia is now only trifling, with a view to gaining more time.: [9, 394, 136, 419]
special-notice: Special Notice.—: [832, 238, 880, 245]
ferguson-agent-text: Sutton & Sons, of London. Chr. Hansen, of Copenhagen. Nelson, Moate, & Co., of Christchurch. Garrett & Buchanan, of Philadelphia.: [283, 303, 411, 328]
wanted-ad: WANTED—For use of STANDARD steam-engine, good matai firewood, must be free of sap. Apply at the office.: [974, 188, 1103, 208]
princess-hotel: PRINCESS HOTEL.: [862, 653, 937, 663]
article-paragraph: Information has been received that immediately on receipt of the news of the conflict between the Russians and Afghans, the Czar of Russia wired to General Komaroff demanding an explanation.: [9, 307, 136, 338]
concert-programme: PROGRAMME.: [599, 581, 642, 588]
railway-sub: FOXTON-NEW PLYMOUTH SECTION.: [294, 413, 400, 420]
peter-bell-name: PETER BELL'S: [297, 731, 397, 748]
vulcan-sub: ON THE THREE EVENTS. AUTUMN HANDICAP, STEEPLECHASE HANDICAP, AND HURDLE RACE.: [421, 159, 546, 178]
soap-text: TENDERS will be received up to MONDAY, the 27th day of April, 1885, for the purchase of 12 Tons Soap (various qualities) in lots of one ton and upwards to suit tenderers. Samples on application.: [418, 632, 549, 664]
butchery-text: MOORE & CARTER, having taken possession of the premises formerly occupied by Mr James Heaton, baker, the Square, and having made extensive alterations, intend carrying on the Butchering Business in all its branches; and by strict attention combined with cleanliness and attention to customers, they hope to gain a reputation, and also a fair share of public patronage. Small Goods Department (a speciality). None but pure and good material used in manufacturing these goods. German Sausages, Black and White Puddings. Hot Saveloys and Faggots every Friday evening. N.B.—Our Cart will run daily round the Town and Terrace End. Please note the Address—MOORE & CARTER, Family Butchers, next Topping's, the Square, Palmerston N.: [974, 495, 1103, 600]
clothing-text: will be offered at Sale prices.: [721, 689, 796, 696]
ada-mantua-sub: ANNUAL CONSULTATION ON THE PROVINCIAL HANDICAP.: [420, 42, 547, 55]
fj-heading: FREEMAN R. JACKSON.: [724, 335, 793, 342]
local-news-paragraph: Messrs France and Stubbs are in want of bridge carpenters.: [9, 808, 136, 821]
peter-bell-winter: WINTER MILLINERY IS: [313, 749, 381, 756]
ferguson-wholesale: WHOLESALE & RETAIL: [287, 228, 407, 239]
signature: R. A. EDWIN.: [372, 61, 407, 68]
mb-notice: NOTICE TO SHAREHOLDERS.: [304, 500, 390, 507]
bhd-title: Title, Land Transfer Act.: [727, 301, 790, 308]
railway-by: By Command,: [465, 592, 502, 599]
globe-heading: The Globe Consultation Company's: [437, 242, 530, 264]
england-heading: England.: [595, 270, 685, 292]
hs-list: [564, 57, 685, 94]
intend-text: And will offer some of the cheapest lines in general drapery and clothing ever introduced. This is an opportunity the people of Palmerston have never been accorded of picking up extraordinary cheap bargains at the commencement of a Season.: [692, 538, 825, 576]
mb2-date: Dated at Palmerston North this 14th day of April, 1885.: [283, 686, 411, 699]
carpenters-heading: TO CARPENTERS & BUILDERS.: [438, 678, 529, 685]
article-paragraph: Cable communication is now kept open night and day between Wakapuaka and Sydney. Since Mr Service received the communication in reference to the Russian cruisers, signals were exchanged at stated intervals between Australia and New Zealand; but it will now be kept open without any interruption whatever.: [143, 145, 276, 189]
ferguson-licensed: Licensed Dealer in Firearms and Ammunition.: [283, 330, 411, 352]
ada-mantua-close: WILL CLOSE ON THE 21st MAY, 1885.: [429, 74, 538, 81]
ferguson-groceries: GROCERIES,: [321, 259, 373, 269]
mb-liq: IN LIQUIDATION.: [324, 493, 370, 500]
article-paragraph: Our Miss Watson has, during this month, turned out several handsome dresses to order, which have given such satisfaction that a perfect shower of orders has been the result. We can now assert with good authority that we possess a dressmaker second to none in the district. One who finishes a dress in a good style and at such a price as to make a perfect fit with style unapproachable. Ladies wishing to have their dresses made by a thorough artiste, would do well to at once call and give their orders, so as to avoid disappointment, as we have now about a dozen orders for dresses, and would therefore be unable to promise any further order for at least two weeks. Address: Miss WATSON.—BEETLEY BROS., Marlborough House, The Square.—[ADVT.]: [143, 604, 276, 709]
ferguson-agent: AGENT FOR: [329, 296, 365, 303]
denis-clifford: Denis Clifford: [843, 670, 956, 690]
local-news-paragraph: To-morrow is the date of Messrs Halcombe and Sherwill's stock sale at their Ashurst sale yards.: [9, 822, 136, 841]
wanted-ad: WANTED—Tenders for the erection (labor only) of 53 chains of wire fencing. Apply to L. O. WEST, not later than THURSDAY morning, 10 o'clock.: [974, 51, 1103, 76]
hamilton-address: THE SQUARE.: [738, 716, 779, 722]
ferguson-sub: IMPORTER, &c.,: [300, 217, 394, 229]
sg-rye: English Rye Grass, from old pastures, (machine dressed) Italian do. Cocksfoot, Timothy, local and imported: [832, 136, 967, 155]
dateline: WELLINGTON, This Day.: [315, 34, 379, 40]
wanted-ad: WANTED—4 men for road formation in Fitzherbert. Apply to C. ROSENTHAL, Fitzherbert.: [974, 82, 1103, 101]
dress-fabrics: Dress Fabrics: [731, 634, 786, 644]
mb-heading: MANAWATU BUTTER, CHEESE, AND BACON MANUFACTURING COMPANY, LIMITED.: [283, 480, 411, 493]
list-item: 70 breeding ewes: [564, 87, 610, 94]
ada-mantua-body: Each Ticket has Eight Chances, and can obtain a Prize in each of the Eight Drawings. Please note P.O. Order when convenient, and Tickets will be promptly sent back. Country Charges must have a sufficient stamp. Should this Consultation exceed 3000 Members all Prizes will be divided pro rata.: [418, 81, 549, 125]
